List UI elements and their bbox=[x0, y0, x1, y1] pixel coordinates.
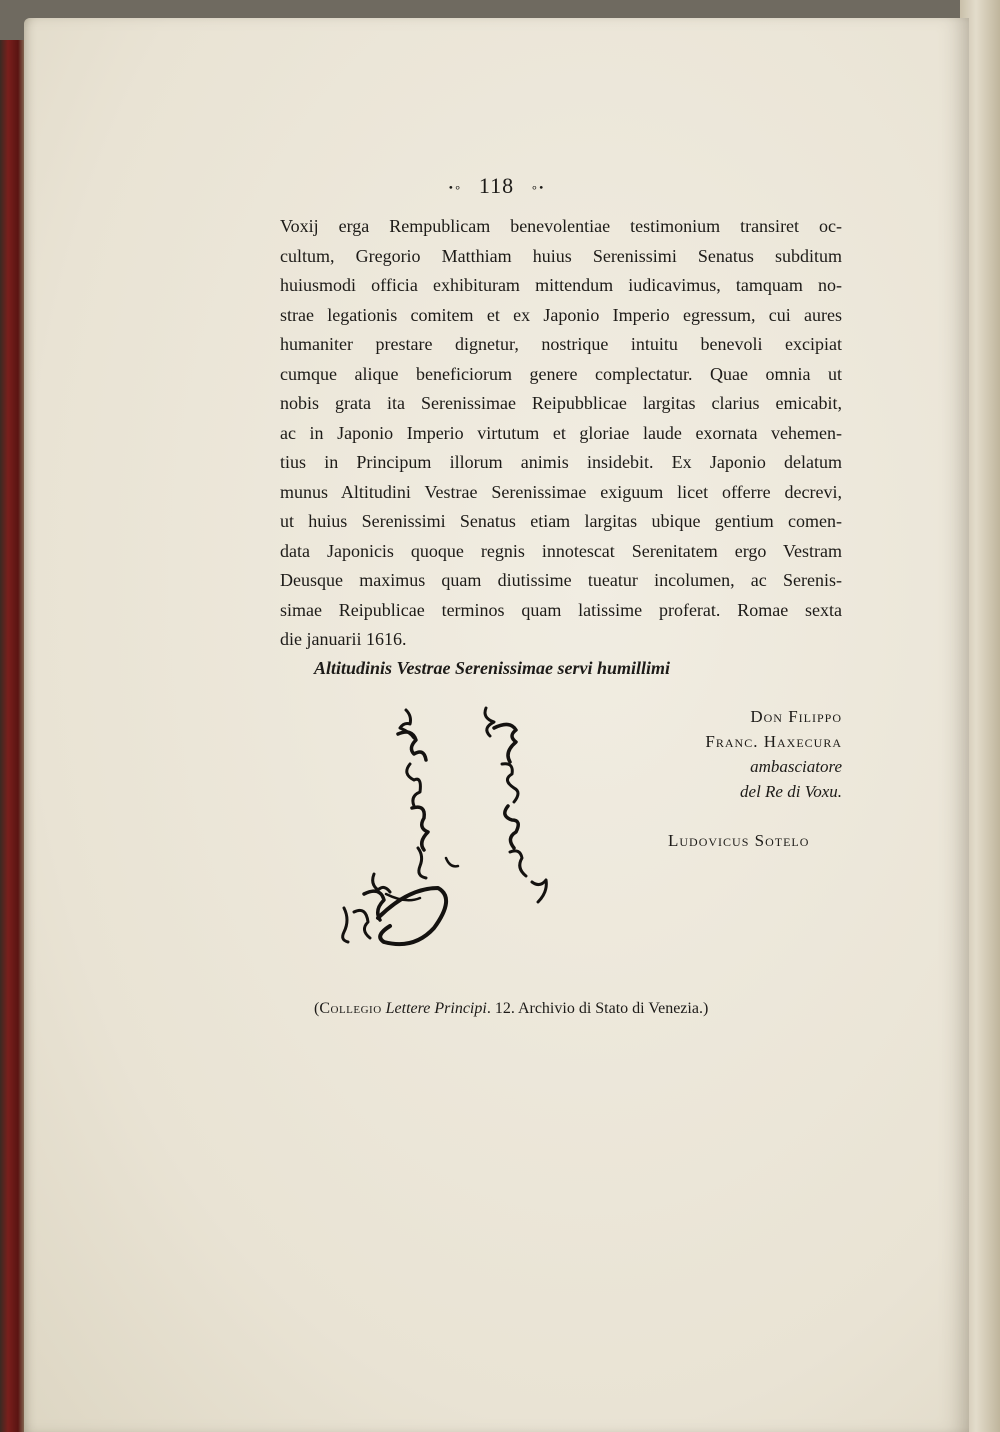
body-line: munus Altitudini Vestrae Serenissimae exiguum licet offerre decrevi, bbox=[280, 481, 842, 502]
source-collegio: Collegio bbox=[319, 1000, 382, 1017]
body-line: cumque alique beneficiorum genere complectatur. Quae omnia ut bbox=[280, 363, 842, 384]
signatory-title-line-2: del Re di Voxu. bbox=[740, 782, 842, 801]
body-line: die januarii 1616. bbox=[280, 629, 407, 649]
page-number-ornament-right: ∘• bbox=[530, 180, 545, 195]
body-line: cultum, Gregorio Matthiam huius Serenissimi Senatus subditum bbox=[280, 245, 842, 266]
body-line: tius in Principum illorum animis insidebit. Ex Japonio delatum bbox=[280, 452, 842, 472]
signatory-name-2: Ludovicus Sotelo bbox=[668, 831, 810, 850]
source-rest: . 12. Archivio di Stato di Venezia.) bbox=[486, 1000, 709, 1017]
body-line: strae legationis comitem et ex Japonio Imperio egressum, cui aures bbox=[280, 304, 842, 325]
letter-body bbox=[280, 212, 842, 655]
source-open-paren: ( bbox=[314, 1000, 320, 1017]
body-line: huiusmodi officia exhibituram mittendum iudicavimus, tamquam no- bbox=[280, 275, 842, 295]
source-lettere: Lettere Principi bbox=[385, 1000, 487, 1017]
signatories-block bbox=[624, 704, 842, 853]
body-line: simae Reipublicae terminos quam latissime proferat. Romae sexta bbox=[280, 599, 842, 620]
page-number-value: 118 bbox=[478, 173, 515, 198]
closing-salutation: Altitudinis Vestrae Serenissimae servi humillimi bbox=[314, 658, 671, 678]
body-line: Voxij erga Rempublicam benevolentiae testimonium transiret oc- bbox=[280, 216, 842, 236]
japanese-calligraphy-signature bbox=[314, 698, 574, 968]
book-page bbox=[24, 18, 969, 1432]
body-line: data Japonicis quoque regnis innotescat Serenitatem ergo Vestram bbox=[280, 540, 842, 561]
signatory-name-1-line-1: Don Filippo bbox=[750, 707, 842, 726]
page-number-ornament-left: •∘ bbox=[448, 180, 463, 195]
body-line: ut huius Serenissimi Senatus etiam largitas ubique gentium comen- bbox=[280, 511, 842, 531]
signatory-title-line-1: ambasciatore bbox=[750, 757, 842, 776]
body-line: humaniter prestare dignetur, nostrique intuitu benevoli excipiat bbox=[280, 334, 842, 354]
signatory-name-1-line-2: Franc. Haxecura bbox=[705, 732, 842, 751]
source-citation bbox=[314, 1000, 708, 1018]
page-number bbox=[24, 173, 969, 199]
body-line: ac in Japonio Imperio virtutum et gloriae laude exornata vehemen- bbox=[280, 422, 842, 443]
body-line: Deusque maximus quam diutissime tueatur incolumen, ac Serenis- bbox=[280, 570, 842, 590]
body-line: nobis grata ita Serenissimae Reipubblicae largitas clarius emicabit, bbox=[280, 393, 842, 413]
